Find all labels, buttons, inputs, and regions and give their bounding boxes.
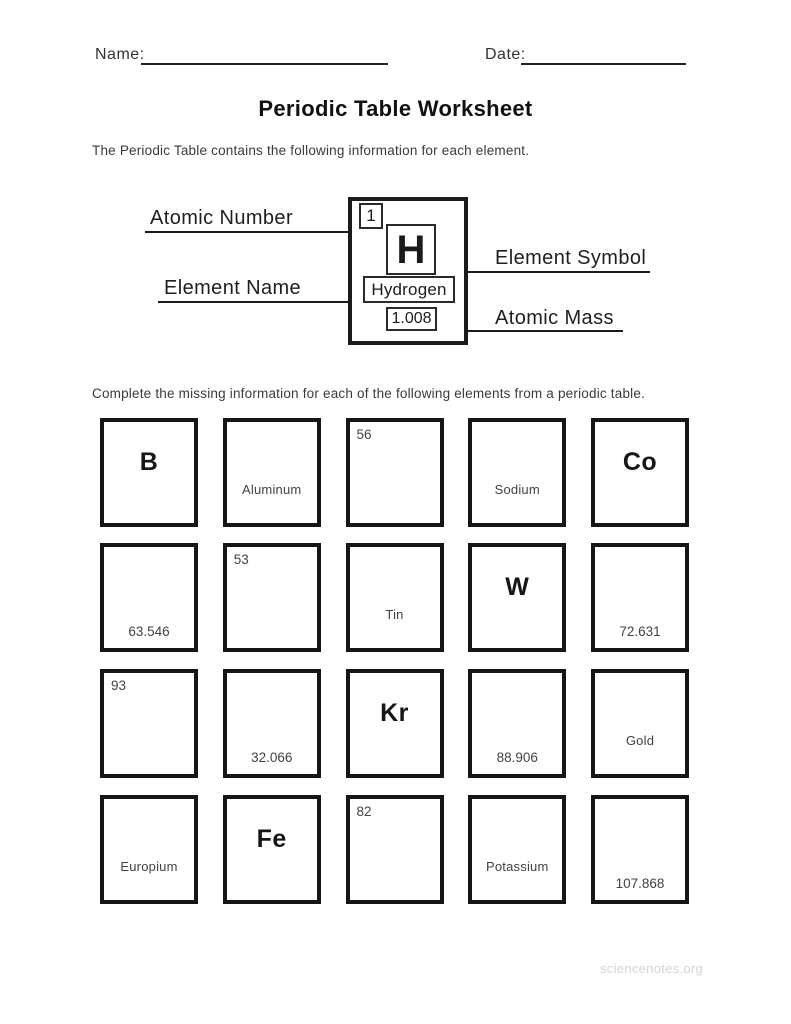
element-cell [100,543,198,652]
element-cell-value: 72.631 [619,624,661,639]
grid-row [100,418,689,527]
site-watermark: sciencenotes.org [600,961,704,976]
element-cell [346,795,444,904]
date-blank-line [521,63,686,65]
grid-row [100,669,689,778]
element-cell-value: 53 [233,552,249,567]
element-cell [223,543,321,652]
element-cell [591,669,689,778]
element-name-label: Element Name [164,277,302,299]
page-title: Periodic Table Worksheet [258,96,533,121]
element-cell [468,669,566,778]
example-atomic-number-box [359,203,383,229]
element-cell-value: Gold [625,733,655,748]
element-cell-value: 56 [356,427,372,442]
grid-row [100,795,689,904]
element-cell [468,795,566,904]
element-cell [591,543,689,652]
element-cell [100,669,198,778]
name-label: Name: [95,46,145,63]
example-symbol: H [396,227,426,272]
element-cell-value: Europium [120,859,178,874]
example-name-box [363,276,455,303]
element-cell [591,795,689,904]
element-cell [346,418,444,527]
element-cell [223,418,321,527]
element-cell-value: 93 [111,678,127,693]
grid-row [100,543,689,652]
element-cell-value: Potassium [486,859,549,874]
element-name-connector-line [158,301,352,303]
date-label: Date: [485,46,526,63]
element-cell [591,418,689,527]
example-symbol-box [386,224,436,275]
example-atomic-number: 1 [366,206,376,225]
example-name: Hydrogen [371,279,447,299]
element-cell [468,418,566,527]
element-symbol-connector-line [466,271,650,273]
element-cell-value: 107.868 [615,876,665,891]
element-cell-value: B [139,448,159,476]
element-cell [468,543,566,652]
atomic-number-connector-line [145,231,352,233]
element-cell-value: Kr [380,699,409,727]
example-mass: 1.008 [391,310,432,327]
name-blank-line [141,63,388,65]
element-cell-value: Sodium [494,482,540,497]
element-cell-value: 82 [356,804,372,819]
element-cell-value: Fe [256,825,287,853]
intro-text: The Periodic Table contains the following information for each element. [92,143,530,158]
instructions-text: Complete the missing information for each of the following elements from a periodic table. [92,386,646,401]
element-cell [223,669,321,778]
example-mass-box [386,307,437,331]
element-symbol-label: Element Symbol [495,247,647,269]
element-cell-value: 63.546 [128,624,170,639]
element-cell [223,795,321,904]
element-cell [100,795,198,904]
element-cell-value: 88.906 [496,750,538,765]
element-cell-value: 32.066 [251,750,293,765]
element-cell [100,418,198,527]
element-cell-value: Aluminum [242,482,302,497]
element-cell [346,669,444,778]
atomic-mass-connector-line [466,330,623,332]
atomic-mass-label: Atomic Mass [495,307,614,329]
element-cell-value: W [505,573,530,601]
element-cell-value: Tin [385,607,404,622]
element-cell [346,543,444,652]
element-cell-value: Co [622,448,658,476]
atomic-number-label: Atomic Number [150,207,294,229]
